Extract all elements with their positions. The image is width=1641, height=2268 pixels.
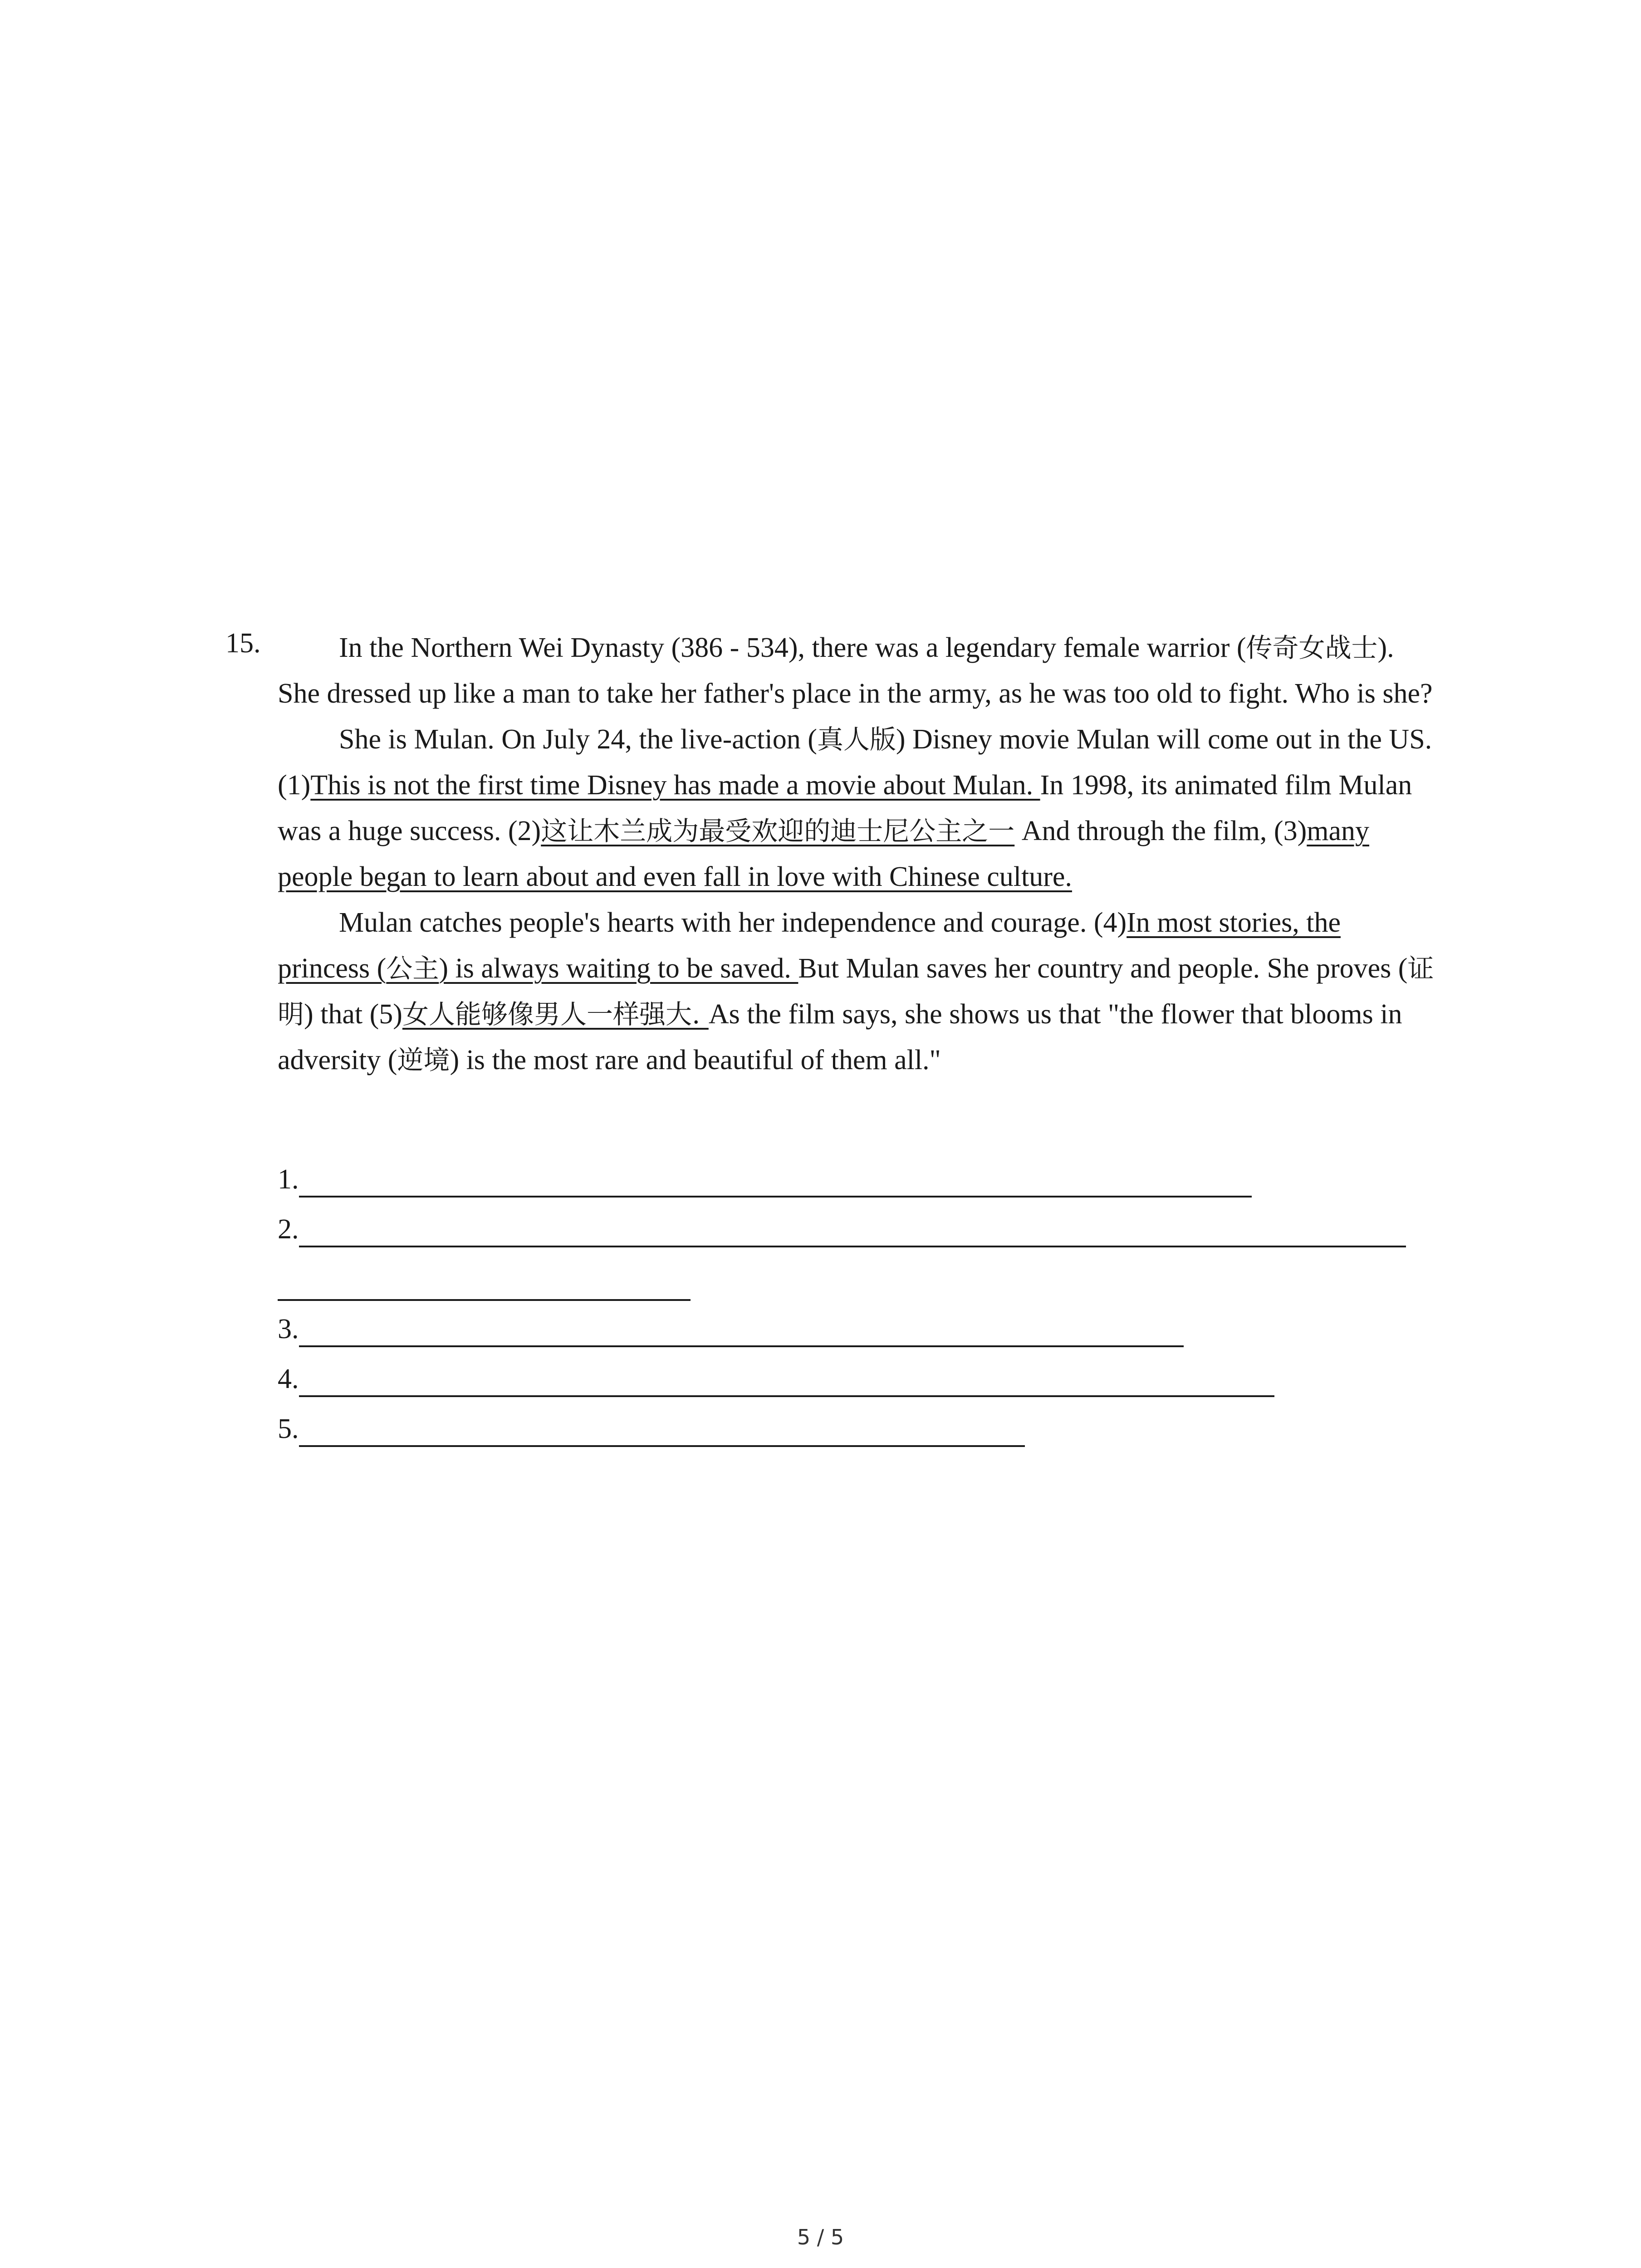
text: In 1998, its animated film Mulan was a huge success. (2) bbox=[278, 770, 1412, 846]
text: ) is always waiting to be saved. bbox=[439, 953, 798, 984]
answer-blank-5[interactable] bbox=[299, 1413, 1025, 1447]
answer-row-5 bbox=[278, 1411, 1025, 1447]
text: ). She dressed up like a man to take her father's place in the army, as he was too old to fight. Who is she? bbox=[278, 632, 1433, 709]
page-number: 5 / 5 bbox=[797, 2225, 844, 2249]
chinese-gloss: 公主 bbox=[386, 953, 439, 984]
underlined-sentence-5: 女人能够像男人一样强大. bbox=[402, 999, 709, 1030]
text: But Mulan saves her country and people. She proves ( bbox=[798, 953, 1408, 984]
answer-row-2 bbox=[278, 1211, 1406, 1247]
text: As the film says, she shows us that "the flower that blooms in adversity ( bbox=[278, 999, 1402, 1075]
chinese-gloss: 传奇女战士 bbox=[1246, 632, 1378, 663]
answer-row-1 bbox=[278, 1161, 1252, 1198]
answer-blank-2[interactable] bbox=[299, 1213, 1406, 1247]
answer-blank-3[interactable] bbox=[299, 1313, 1184, 1347]
answer-row-3 bbox=[278, 1311, 1184, 1347]
chinese-gloss: 证明 bbox=[278, 953, 1434, 1030]
text: ) is the most rare and beautiful of them all." bbox=[450, 1045, 941, 1075]
underlined-sentence-1: This is not the first time Disney has made a movie about Mulan. bbox=[310, 770, 1040, 801]
underlined-sentence-2: 这让木兰成为最受欢迎的迪士尼公主之一 bbox=[541, 816, 1015, 846]
paragraph-3 bbox=[278, 900, 1439, 1083]
text: ) that (5) bbox=[304, 999, 402, 1030]
answer-number: 5. bbox=[278, 1413, 299, 1444]
answer-number: 3. bbox=[278, 1314, 299, 1344]
chinese-gloss: 逆境 bbox=[397, 1045, 450, 1075]
answer-blank-4[interactable] bbox=[299, 1363, 1274, 1397]
underlined-sentence-3: many people began to learn about and even fall in love with Chinese culture. bbox=[278, 816, 1369, 892]
answer-blank-1[interactable] bbox=[299, 1163, 1252, 1198]
text: She is Mulan. On July 24, the live-action ( bbox=[339, 724, 817, 755]
question-number: 15. bbox=[225, 628, 261, 659]
text: Mulan catches people's hearts with her independence and courage. (4) bbox=[339, 907, 1127, 938]
text: ) Disney movie Mulan will come out in the US. (1) bbox=[278, 724, 1432, 801]
answer-row-4 bbox=[278, 1361, 1274, 1397]
paragraph-1 bbox=[278, 625, 1439, 717]
reading-passage bbox=[278, 625, 1439, 1083]
chinese-gloss: 真人版 bbox=[817, 724, 896, 755]
text: In most stories, the princess ( bbox=[278, 907, 1341, 984]
answer-number: 4. bbox=[278, 1364, 299, 1394]
text: And through the film, (3) bbox=[1014, 816, 1307, 846]
answer-number: 2. bbox=[278, 1214, 299, 1245]
paragraph-2 bbox=[278, 717, 1439, 900]
answer-blank-2-continued[interactable] bbox=[278, 1297, 691, 1301]
text: In the Northern Wei Dynasty (386 - 534), there was a legendary female warrior ( bbox=[339, 632, 1246, 663]
answer-number: 1. bbox=[278, 1164, 299, 1195]
